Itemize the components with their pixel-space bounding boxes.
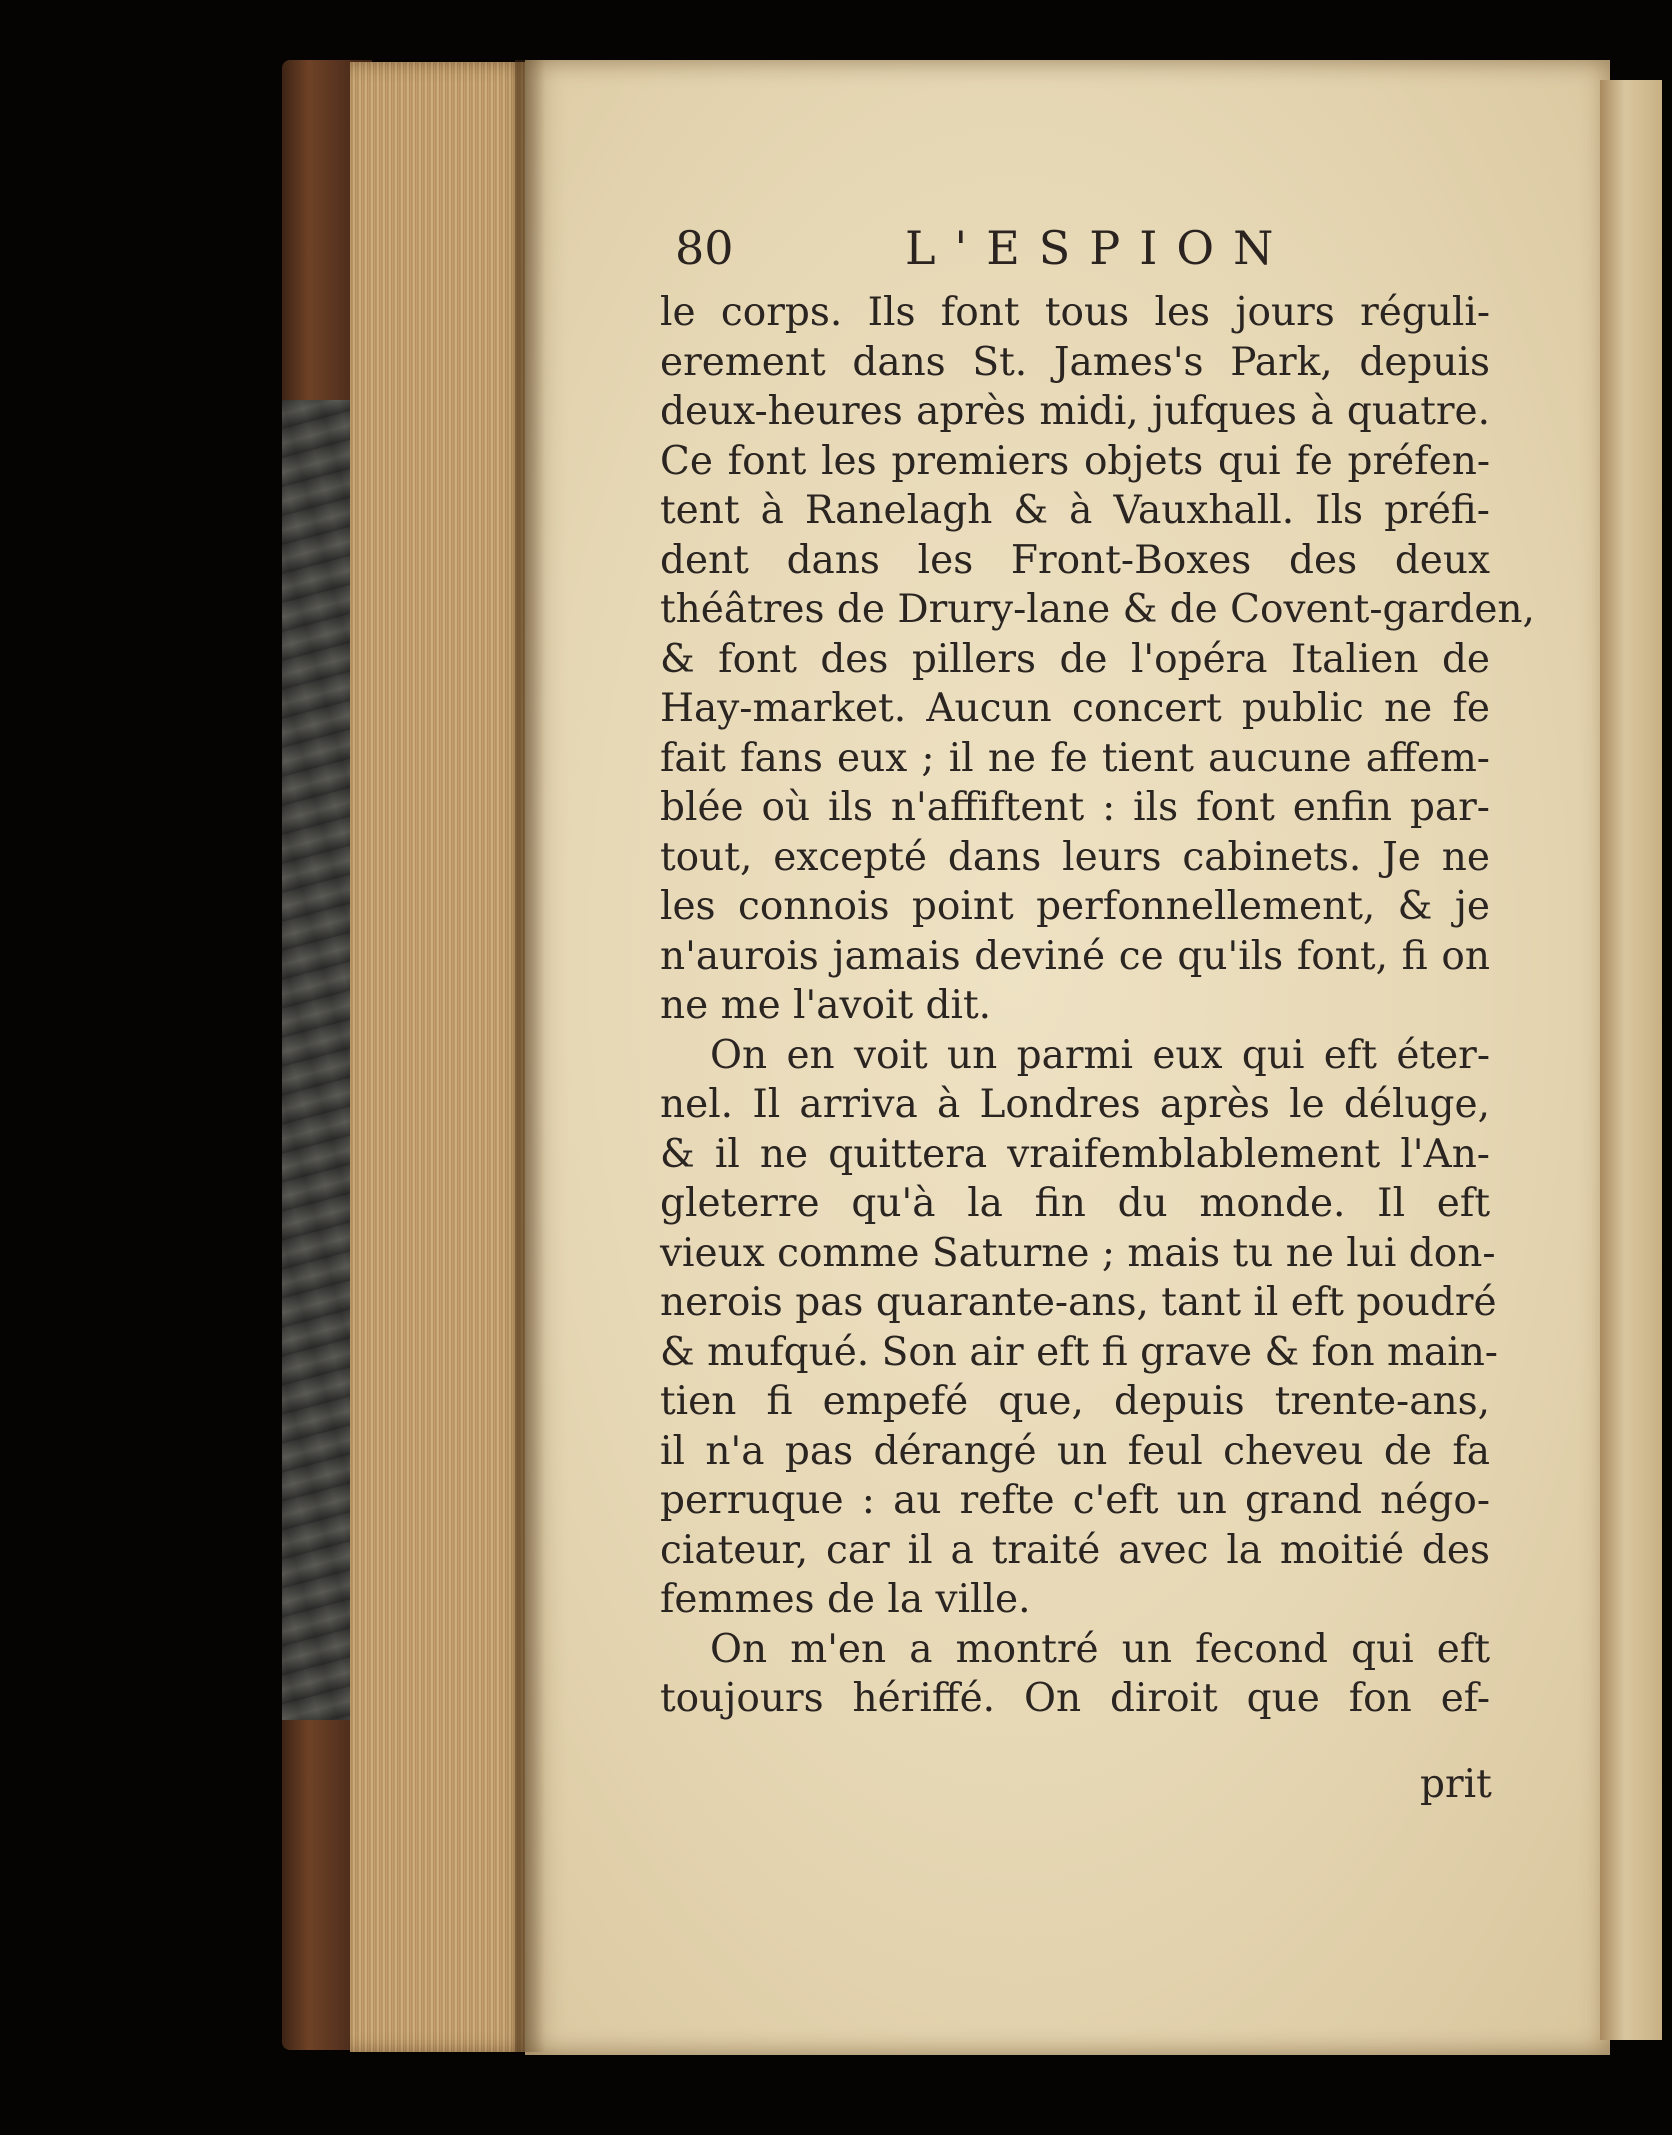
text-line: nerois pas quarante-ans, tant il eft poudré: [660, 1280, 1497, 1325]
text-line: blée où ils n'affiftent : ils font enfin par-: [660, 785, 1490, 830]
text-line: vieux comme Saturne ; mais tu ne lui don-: [660, 1230, 1496, 1276]
page-edges: [350, 62, 530, 2052]
text-line: On en voit un parmi eux qui eft éter-: [710, 1032, 1490, 1078]
text-line: erement dans St. James's Park, depuis: [660, 339, 1490, 385]
text-line: On m'en a montré un fecond qui eft: [710, 1626, 1490, 1672]
text-line: Hay-market. Aucun concert public ne fe: [660, 686, 1490, 731]
text-line: théâtres de Drury-lane & de Covent-garden,: [660, 587, 1535, 632]
text-line: toujours hériffé. On diroit que fon ef-: [660, 1676, 1490, 1721]
text-line: nel. Il arriva à Londres après le déluge,: [660, 1082, 1490, 1127]
text-line: fait fans eux ; il ne fe tient aucune affem-: [660, 735, 1490, 781]
text-line: le corps. Ils font tous les jours réguli-: [660, 290, 1490, 335]
catchword: prit: [1420, 1762, 1492, 1807]
page-header: [675, 218, 1295, 278]
text-line: tout, excepté dans leurs cabinets. Je ne: [660, 834, 1490, 880]
text-line: il n'a pas dérangé un feul cheveu de fa: [660, 1428, 1490, 1474]
text-line: gleterre qu'à la fin du monde. Il eft: [660, 1181, 1490, 1226]
text-line: & mufqué. Son air eft fi grave & fon main-: [660, 1329, 1498, 1375]
body-text: [660, 288, 1535, 1724]
text-line: n'aurois jamais deviné ce qu'ils font, fi on: [660, 933, 1490, 979]
text-line: & font des pillers de l'opéra Italien de: [660, 636, 1490, 682]
text-line: deux-heures après midi, jufques à quatre.: [660, 389, 1490, 434]
text-line: Ce font les premiers objets qui fe préfen-: [660, 438, 1490, 484]
text-line: ne me l'avoit dit.: [660, 983, 992, 1028]
text-line: ciateur, car il a traité avec la moitié des: [660, 1527, 1490, 1573]
running-title: L'ESPION: [905, 221, 1293, 275]
text-line: dent dans les Front-Boxes des deux: [660, 537, 1490, 583]
page-number: 80: [675, 221, 734, 275]
gutter-shadow: [515, 60, 545, 2052]
text-line: femmes de la ville.: [660, 1577, 1031, 1622]
text-line: tien fi empefé que, depuis trente-ans,: [660, 1379, 1490, 1424]
text-line: les connois point perfonnellement, & je: [660, 884, 1490, 929]
text-line: perruque : au refte c'eft un grand négo-: [660, 1478, 1490, 1523]
text-line: tent à Ranelagh & à Vauxhall. Ils préfi-: [660, 488, 1490, 533]
facing-page-edge: [1600, 80, 1662, 2040]
text-line: & il ne quittera vraifemblablement l'An-: [660, 1131, 1490, 1177]
